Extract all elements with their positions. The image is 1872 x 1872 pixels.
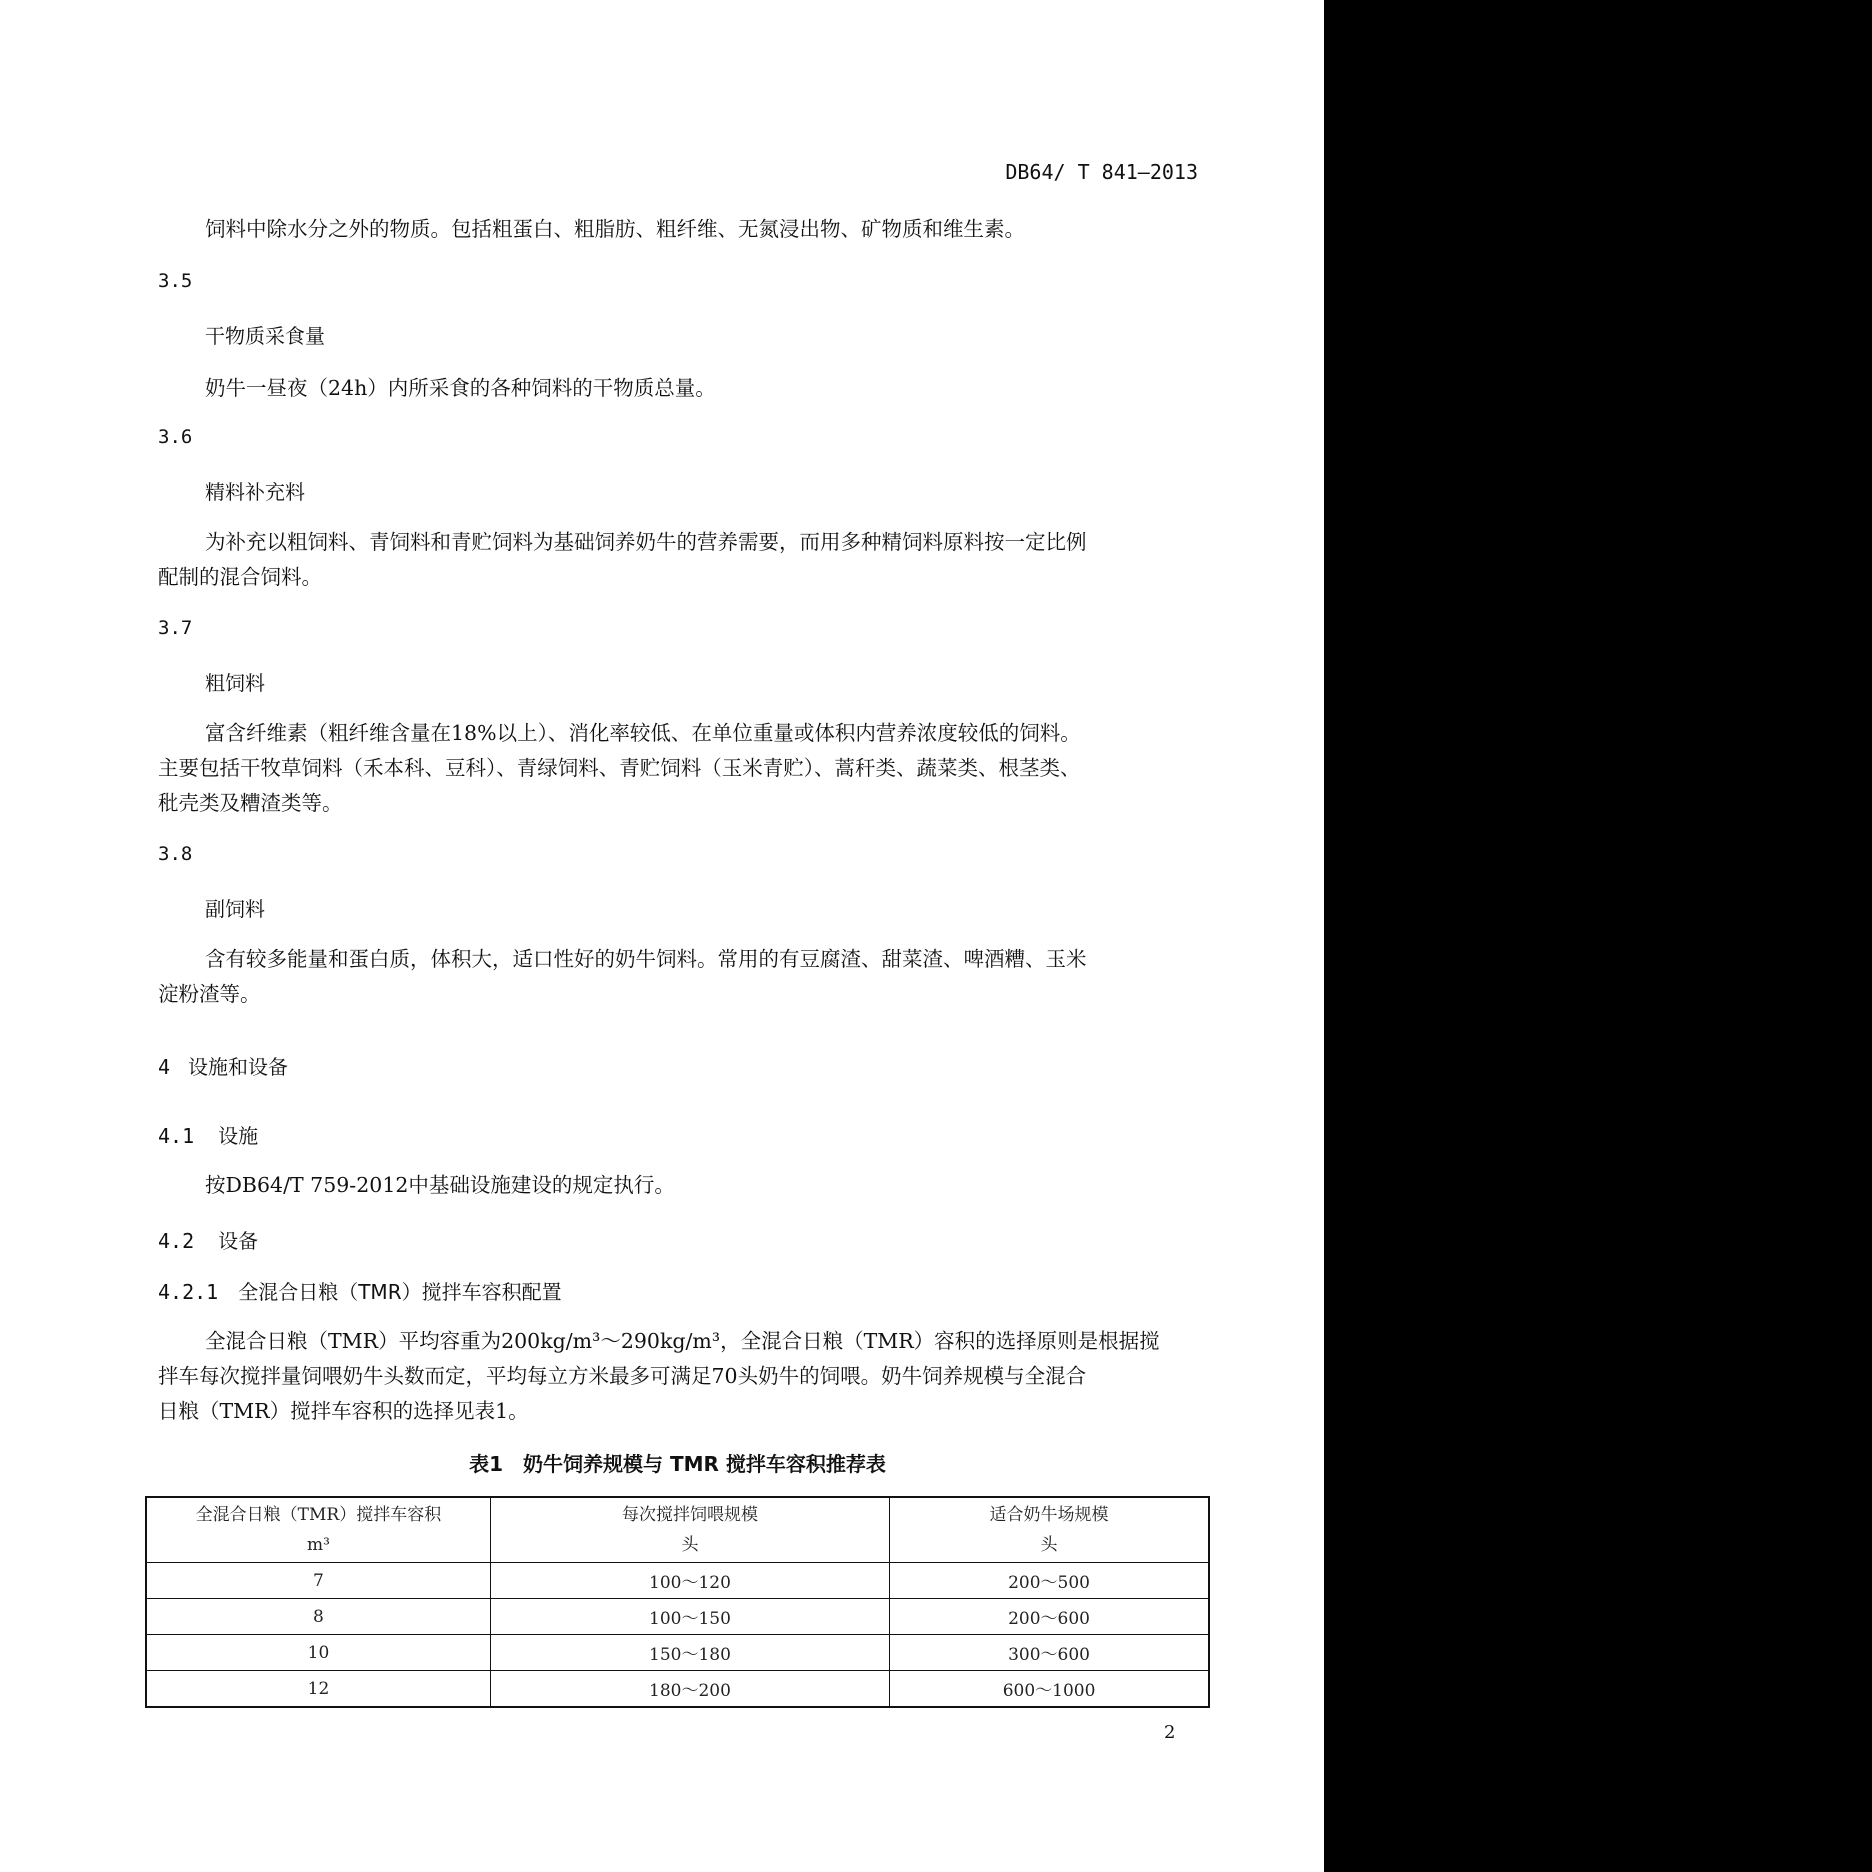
clause-3-8-number: 3.8 bbox=[158, 843, 193, 865]
cell-volume: 12 bbox=[146, 1671, 490, 1708]
cell-farm-scale: 200～500 bbox=[890, 1563, 1209, 1599]
document-code-header: DB64/ T 841—2013 bbox=[1005, 160, 1198, 184]
header-feeding-scale-label: 每次搅拌饲喂规模 bbox=[622, 1505, 758, 1525]
section-4-2-1-number: 4.2.1 bbox=[158, 1280, 219, 1304]
tmr-volume-table bbox=[145, 1496, 1210, 1708]
table-row bbox=[146, 1563, 1209, 1599]
cell-feeding-scale: 180～200 bbox=[490, 1671, 889, 1708]
term-3-8-title: 副饲料 bbox=[205, 897, 265, 921]
clause-3-6-number: 3.6 bbox=[158, 426, 193, 448]
definition-3-7-line2: 主要包括干牧草饲料（禾本科、豆科）、青绿饲料、青贮饲料（玉米青贮）、蒿秆类、蔬菜类、根茎类、 bbox=[158, 756, 1081, 780]
section-4-2-number: 4.2 bbox=[158, 1229, 195, 1253]
header-volume-label: 全混合日粮（TMR）搅拌车容积 bbox=[195, 1505, 442, 1525]
cell-volume: 10 bbox=[146, 1635, 490, 1671]
cell-feeding-scale: 100～120 bbox=[490, 1563, 889, 1599]
section-4-1-number: 4.1 bbox=[158, 1124, 195, 1148]
table-row bbox=[146, 1599, 1209, 1635]
header-volume bbox=[146, 1497, 490, 1563]
term-3-5-title: 干物质采食量 bbox=[205, 324, 325, 348]
cell-volume: 7 bbox=[146, 1563, 490, 1599]
table-header-row bbox=[146, 1497, 1209, 1563]
section-4-number: 4 bbox=[158, 1055, 171, 1079]
cell-farm-scale: 300～600 bbox=[890, 1635, 1209, 1671]
section-4-2-1-title: 全混合日粮（TMR）搅拌车容积配置 bbox=[238, 1280, 562, 1304]
header-farm-scale bbox=[890, 1497, 1209, 1563]
header-farm-scale-label: 适合奶牛场规模 bbox=[989, 1505, 1109, 1525]
cell-feeding-scale: 150～180 bbox=[490, 1635, 889, 1671]
cell-volume: 8 bbox=[146, 1599, 490, 1635]
table-row bbox=[146, 1671, 1209, 1708]
header-volume-unit: m³ bbox=[306, 1535, 330, 1555]
header-farm-scale-unit: 头 bbox=[1040, 1535, 1058, 1555]
definition-3-7-line3: 秕壳类及糟渣类等。 bbox=[158, 791, 343, 815]
clause-3-5-number: 3.5 bbox=[158, 270, 193, 292]
definition-3-8-line2: 淀粉渣等。 bbox=[158, 982, 261, 1006]
cell-farm-scale: 200～600 bbox=[890, 1599, 1209, 1635]
section-4-1-title: 设施 bbox=[218, 1124, 259, 1148]
definition-3-8-line1: 含有较多能量和蛋白质，体积大，适口性好的奶牛饲料。常用的有豆腐渣、甜菜渣、啤酒糟、玉米 bbox=[205, 947, 1087, 971]
term-3-7-title: 粗饲料 bbox=[205, 671, 265, 695]
table-caption: 表1 奶牛饲养规模与 TMR 搅拌车容积推荐表 bbox=[469, 1452, 886, 1476]
section-4-2-title: 设备 bbox=[218, 1229, 259, 1253]
clause-3-7-number: 3.7 bbox=[158, 617, 193, 639]
definition-3-6-line2: 配制的混合饲料。 bbox=[158, 565, 322, 589]
section-4-2-1-line3: 日粮（TMR）搅拌车容积的选择见表1。 bbox=[158, 1399, 529, 1423]
definition-3-5-text: 奶牛一昼夜（24h）内所采食的各种饲料的干物质总量。 bbox=[205, 376, 716, 400]
section-4-2-heading bbox=[158, 1225, 258, 1254]
section-4-heading bbox=[158, 1051, 288, 1080]
section-4-2-1-line2: 拌车每次搅拌量饲喂奶牛头数而定，平均每立方米最多可满足70头奶牛的饲喂。奶牛饲养规模与全混合 bbox=[158, 1364, 1087, 1388]
table-row bbox=[146, 1635, 1209, 1671]
header-feeding-scale bbox=[490, 1497, 889, 1563]
definition-3-7-line1: 富含纤维素（粗纤维含量在18%以上）、消化率较低、在单位重量或体积内营养浓度较低的饲料。 bbox=[205, 721, 1081, 745]
section-4-title: 设施和设备 bbox=[188, 1055, 289, 1079]
definition-3-4-text: 饲料中除水分之外的物质。包括粗蛋白、粗脂肪、粗纤维、无氮浸出物、矿物质和维生素。 bbox=[205, 217, 1025, 241]
term-3-6-title: 精料补充料 bbox=[205, 480, 305, 504]
section-4-2-1-line1: 全混合日粮（TMR）平均容重为200kg/m³～290kg/m³，全混合日粮（TMR）容积的选择原则是根据搅 bbox=[205, 1329, 1160, 1353]
section-4-2-1-heading bbox=[158, 1276, 562, 1305]
cell-farm-scale: 600～1000 bbox=[890, 1671, 1209, 1708]
section-4-1-text: 按DB64/T 759-2012中基础设施建设的规定执行。 bbox=[205, 1173, 675, 1197]
page-number: 2 bbox=[1164, 1722, 1176, 1743]
header-feeding-scale-unit: 头 bbox=[681, 1535, 699, 1555]
definition-3-6-line1: 为补充以粗饲料、青饲料和青贮饲料为基础饲养奶牛的营养需要，而用多种精饲料原料按一定比例 bbox=[205, 530, 1087, 554]
section-4-1-heading bbox=[158, 1120, 258, 1149]
cell-feeding-scale: 100～150 bbox=[490, 1599, 889, 1635]
